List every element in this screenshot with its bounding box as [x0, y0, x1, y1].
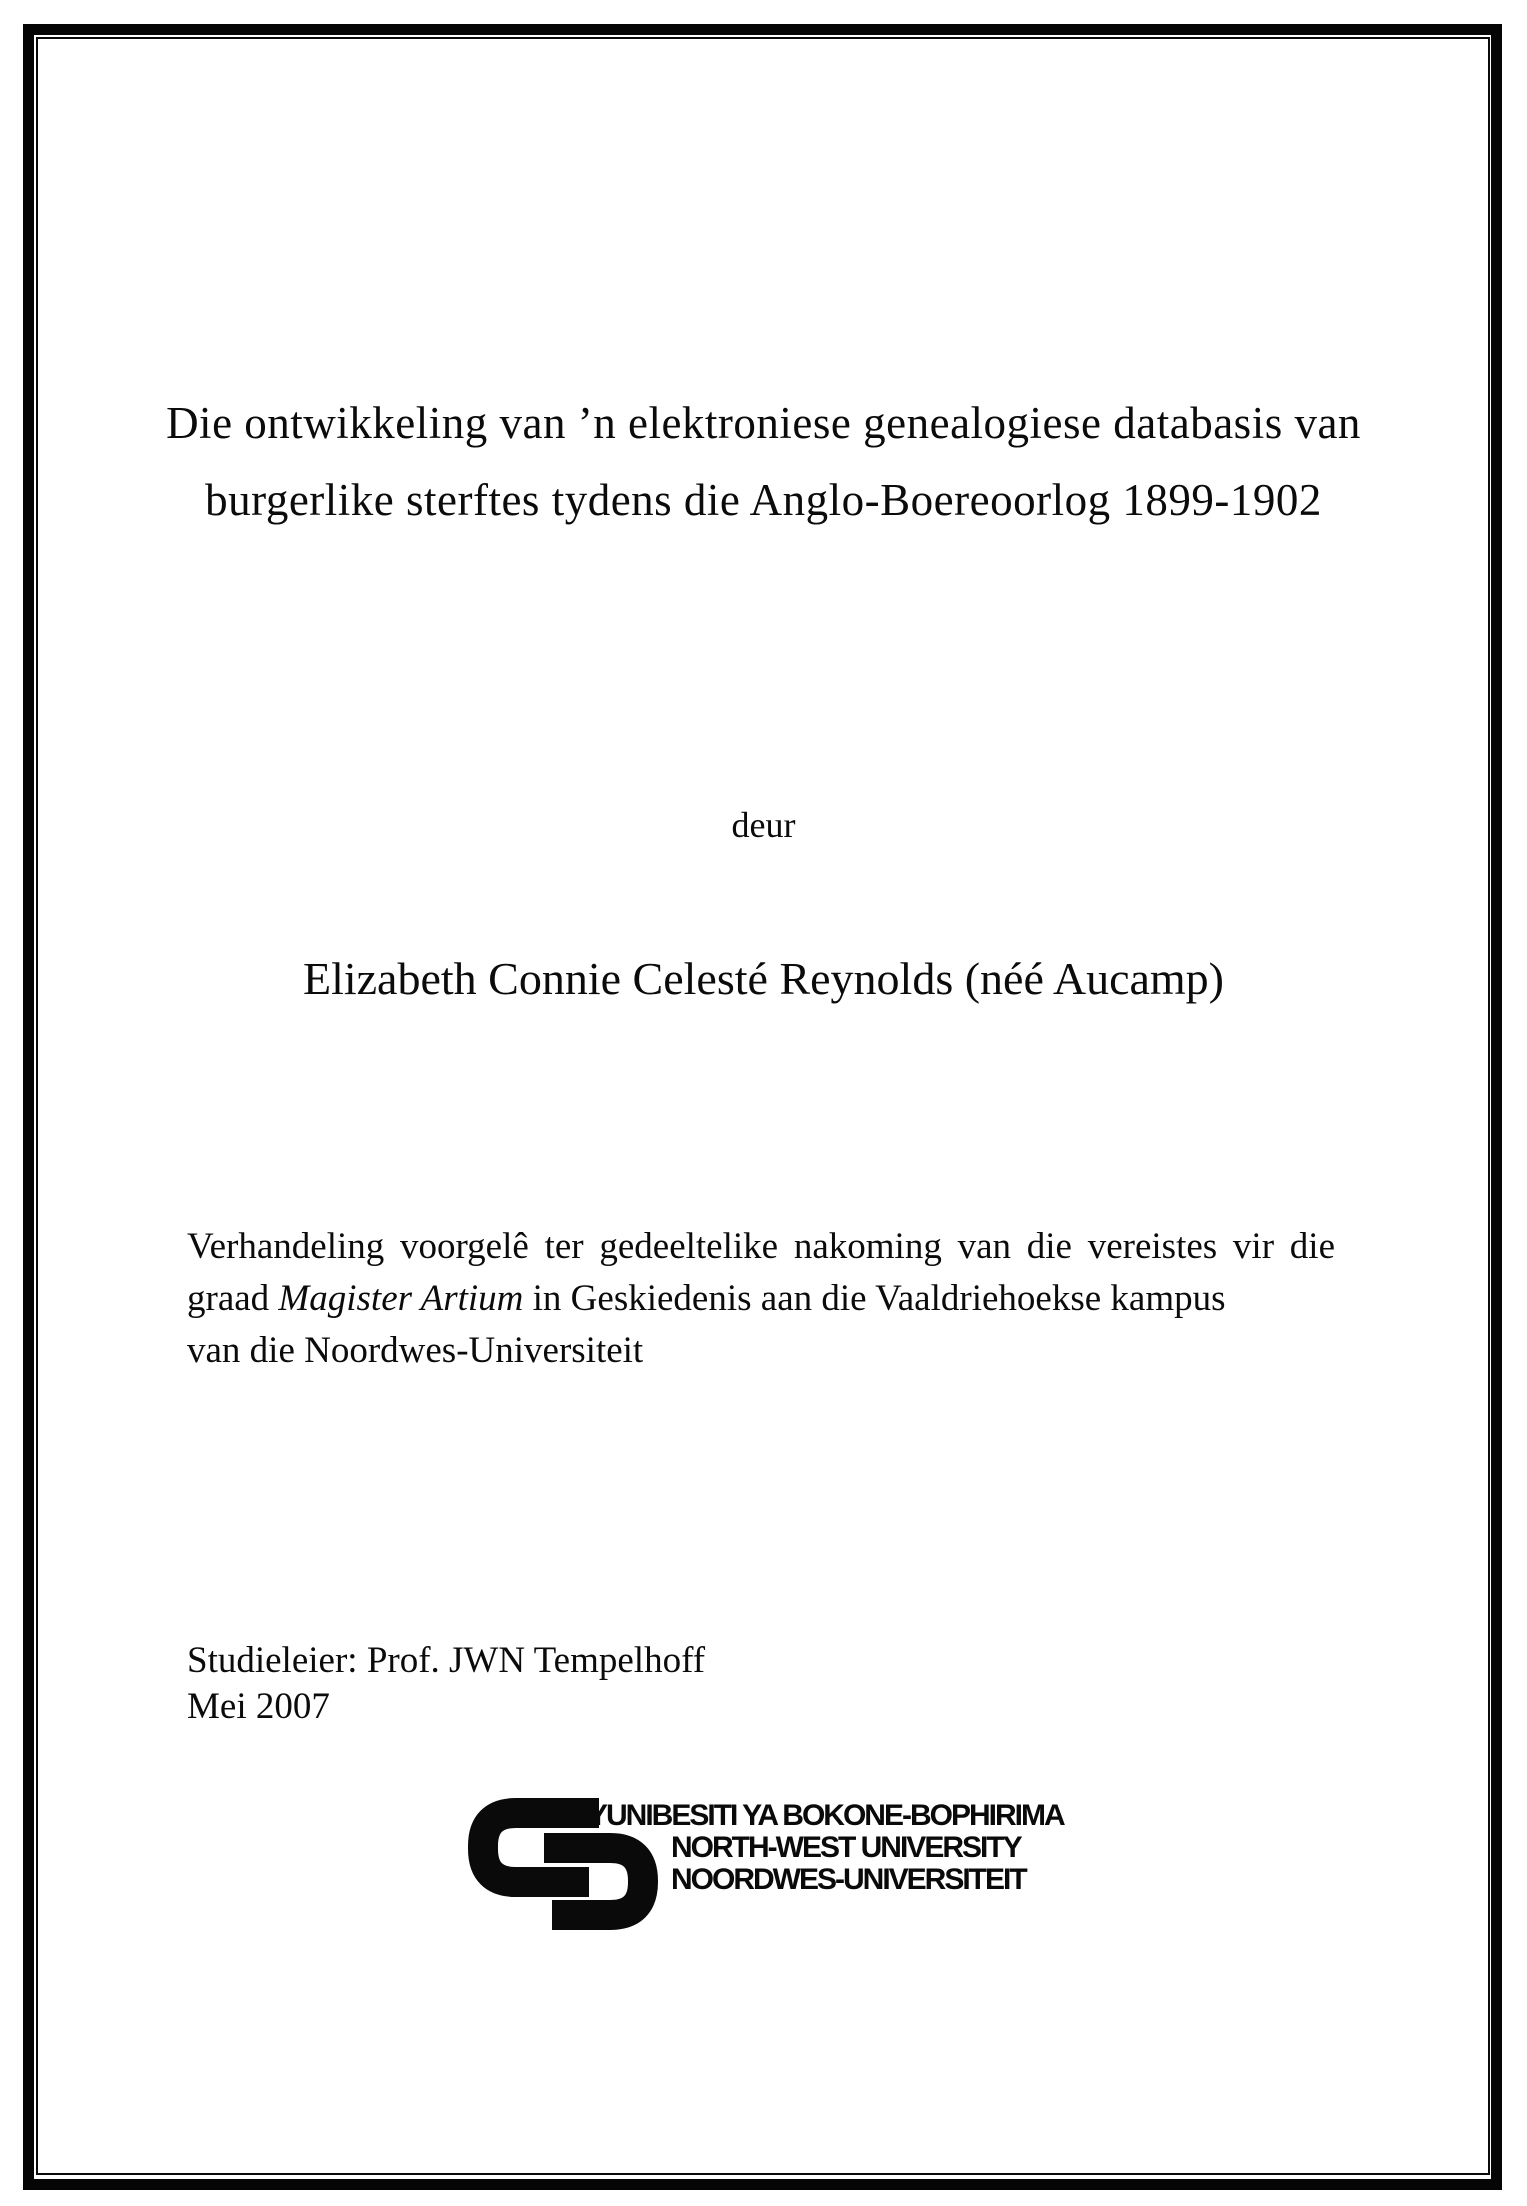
- date-line: Mei 2007: [187, 1686, 330, 1727]
- statement-line-1: Verhandeling voorgelê ter gedeeltelike nakoming van die vereistes vir die: [187, 1226, 1335, 1267]
- statement-line-2-pre: graad: [187, 1278, 279, 1319]
- byline: deur: [731, 805, 796, 845]
- thesis-title-line-1: Die ontwikkeling van ’n elektroniese genealogiese databasis van: [166, 398, 1361, 448]
- statement-degree-name: Magister Artium: [278, 1278, 524, 1319]
- statement-line-2: [187, 1273, 1335, 1325]
- university-wordmark-afrikaans: NOORDWES-UNIVERSITEIT: [671, 1863, 1026, 1896]
- supervisor-block: [187, 1638, 1087, 1730]
- university-wordmark-setswana: YUNIBESITI YA BOKONE-BOPHIRIMA: [588, 1799, 1064, 1832]
- university-wordmark-english: NORTH-WEST UNIVERSITY: [671, 1831, 1021, 1864]
- thesis-statement: [187, 1221, 1335, 1377]
- statement-line-2-post: in Geskiedenis aan die Vaaldriehoekse kampus: [523, 1278, 1226, 1319]
- university-wordmark: [588, 1800, 1108, 1896]
- statement-line-3: van die Noordwes-Universiteit: [187, 1330, 644, 1371]
- thesis-title: [0, 385, 1527, 539]
- author-name: Elizabeth Connie Celesté Reynolds (néé Aucamp): [302, 953, 1224, 1004]
- university-logo: [468, 1798, 1108, 1938]
- supervisor-line: Studieleier: Prof. JWN Tempelhoff: [187, 1640, 706, 1681]
- thesis-title-line-2: burgerlike sterftes tydens die Anglo-Boereoorlog 1899-1902: [205, 475, 1322, 525]
